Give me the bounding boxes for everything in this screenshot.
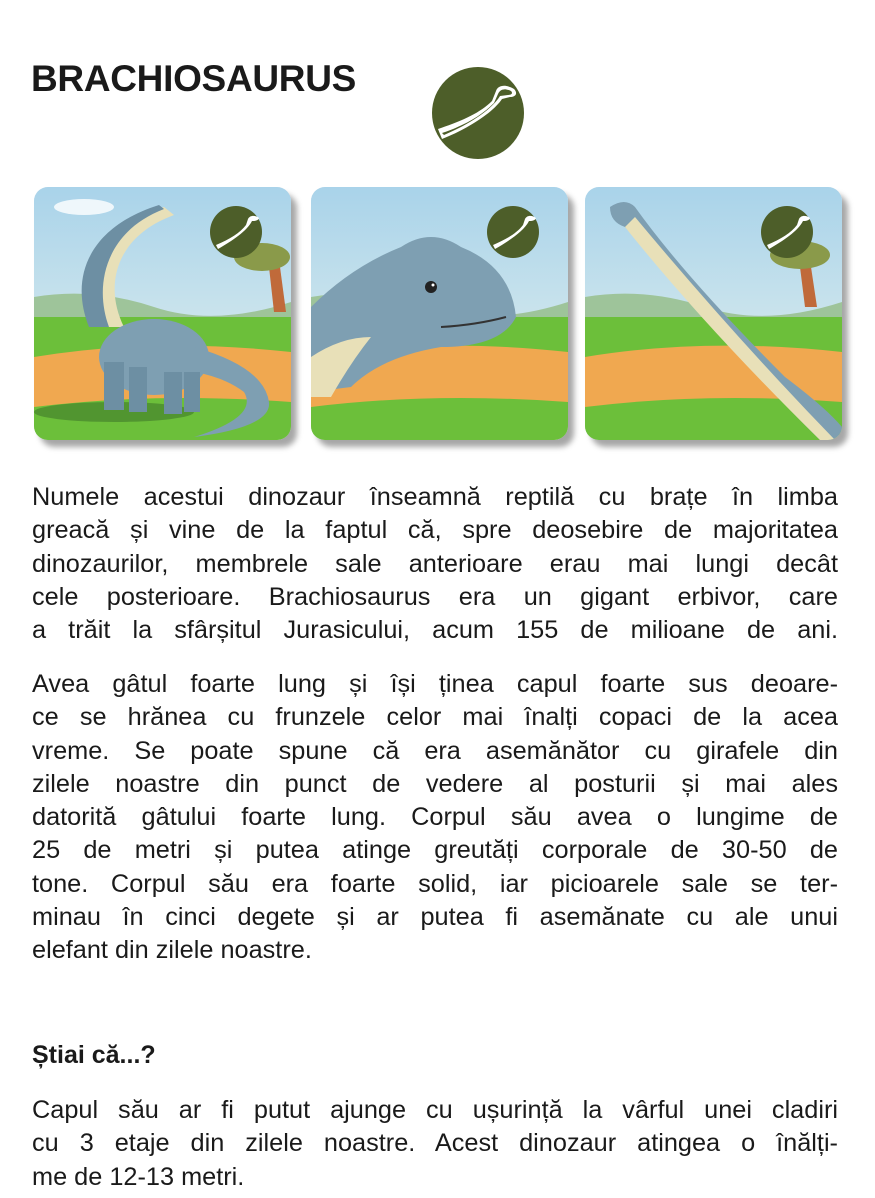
paragraph-fact <box>32 1094 838 1194</box>
text-line: Numele acestui dinozaur înseamnă reptilă cu brațe în limba <box>32 483 838 511</box>
illustration-card-full-body <box>34 187 291 440</box>
text-line: minau în cinci degete și ar putea fi asemănate cu ale unui <box>32 903 838 932</box>
text-line: datorită gâtului foarte lung. Corpul său avea o lungime de <box>32 803 838 832</box>
text-line: ce se hrănea cu frunzele celor mai înalți copaci de la acea <box>32 703 838 732</box>
text-line: Capul său ar fi putut ajunge cu ușurință la vârful unei cladiri <box>32 1096 838 1124</box>
brachiosaurus-full-body-illustration <box>34 187 291 440</box>
text-line: cu 3 etaje din zilele noastre. Acest dinozaur atingea o înălți- <box>32 1129 838 1158</box>
brachiosaurus-neck-illustration <box>585 187 842 440</box>
text-line: Avea gâtul foarte lung și își ținea capul foarte sus deoare- <box>32 670 838 698</box>
illustration-card-neck <box>585 187 842 440</box>
paragraph-intro <box>32 481 838 647</box>
text-line: elefant din zilele noastre. <box>32 936 312 965</box>
brachiosaurus-head-illustration <box>311 187 568 440</box>
page-title: BRACHIOSAURUS <box>31 58 356 99</box>
text-line: me de 12-13 metri. <box>32 1162 245 1191</box>
text-line: a trăit la sfârșitul Jurasicului, acum 155 de milioane de ani. <box>32 616 838 645</box>
illustration-card-head <box>311 187 568 440</box>
text-line: vreme. Se poate spune că era asemănător cu girafele din <box>32 736 838 765</box>
did-you-know-heading: Știai că...? <box>32 1041 156 1069</box>
text-line: greacă și vine de la faptul că, spre deosebire de majoritatea <box>32 516 838 545</box>
text-line: 25 de metri și putea atinge greutăți corporale de 30-50 de <box>32 836 838 865</box>
text-line: cele posterioare. Brachiosaurus era un gigant erbivor, care <box>32 582 838 611</box>
paragraph-description <box>32 668 838 968</box>
text-line: zilele noastre din punct de vedere al posturii și mai ales <box>32 769 838 798</box>
herbivore-long-neck-dinosaur-icon <box>432 67 524 159</box>
text-line: tone. Corpul său era foarte solid, iar picioarele sale se ter- <box>32 869 838 898</box>
text-line: dinozaurilor, membrele sale anterioare erau mai lungi decât <box>32 549 838 578</box>
